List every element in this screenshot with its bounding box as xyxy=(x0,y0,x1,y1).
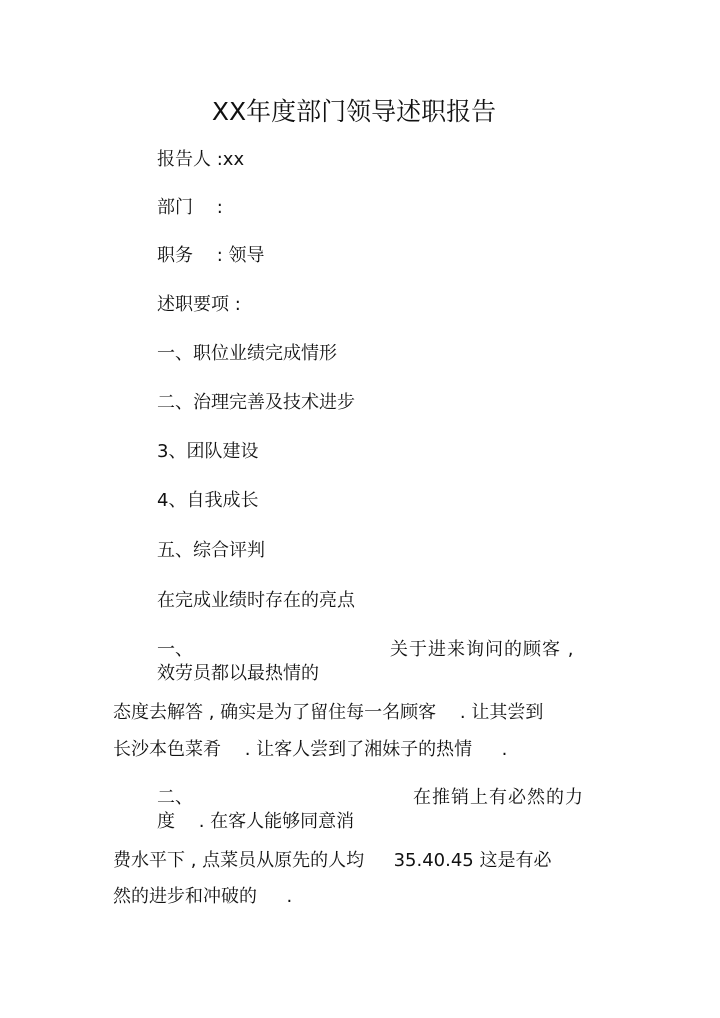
summary-heading: 述职要项 : xyxy=(157,294,241,315)
list-item: 一、职位业绩完成情形 xyxy=(157,343,337,364)
document-title: XX年度部门领导述职报告 xyxy=(211,97,497,126)
position-line: 职务 : 领导 xyxy=(157,245,265,266)
list-item: 3、团队建设 xyxy=(157,441,259,462)
para2-line4: 然的进步和冲破的 . xyxy=(113,886,293,907)
para2-right-text: 在推销上有必然的力 xyxy=(413,787,584,808)
highlights-heading: 在完成业绩时存在的亮点 xyxy=(157,590,355,611)
para1-marker: 一、 xyxy=(157,639,193,660)
para1-right-text: 关于进来询问的顾客 , xyxy=(390,639,575,660)
list-item: 4、自我成长 xyxy=(157,490,259,511)
department-line: 部门 : xyxy=(157,197,223,218)
list-item: 五、综合评判 xyxy=(157,540,265,561)
para2-line2: 度 . 在客人能够同意消 xyxy=(157,811,355,832)
para1-line3: 态度去解答 , 确实是为了留住每一名顾客 . 让其尝到 xyxy=(113,702,544,723)
para1-line2: 效劳员都以最热情的 xyxy=(157,663,319,684)
reporter-line: 报告人 :xx xyxy=(157,149,245,170)
para2-marker: 二、 xyxy=(157,787,193,808)
para2-line3: 费水平下 , 点菜员从原先的人均 35.40.45 这是有必 xyxy=(113,850,552,871)
para1-line4: 长沙本色菜肴 . 让客人尝到了湘妹子的热情 . xyxy=(113,739,508,760)
list-item: 二、治理完善及技术进步 xyxy=(157,392,355,413)
